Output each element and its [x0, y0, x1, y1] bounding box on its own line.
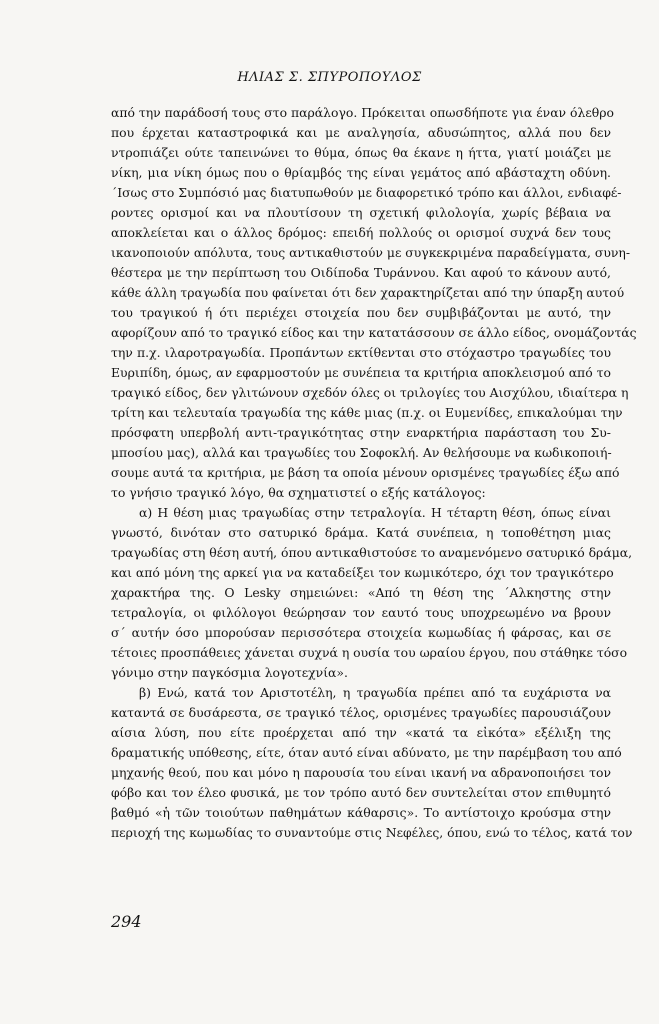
text-line: που έρχεται καταστροφικά και με αναλγησία, αδυσώπητος, αλλά που δεν [111, 125, 611, 140]
text-line: Ευριπίδη, όμως, αν εφαρμοστούν με συνέπεια τα κριτήρια αποκλεισμού από το [111, 365, 611, 380]
text-line: τραγικό είδος, δεν γλιτώνουν σχεδόν όλες οι τριλογίες του Αισχύλου, ιδιαίτερα η [111, 385, 629, 400]
text-line: β) Ενώ, κατά τον Αριστοτέλη, η τραγωδία πρέπει από τα ευχάριστα να [139, 685, 611, 700]
text-line: τραγωδίας στη θέση αυτή, όπου αντικαθιστούσε το αναμενόμενο σατυρικό δράμα, [111, 545, 633, 560]
running-header: ΗΛΙΑΣ Σ. ΣΠΥΡΟΠΟΥΛΟΣ [237, 70, 422, 85]
text-line: σ΄ αυτήν όσο μπορούσαν περισσότερα στοιχεία κωμωδίας ή φάρσας, και σε [111, 625, 611, 640]
text-line: δραματικής υπόθεσης, είτε, όταν αυτό είναι αδύνατο, με την παρέμβαση του από [111, 745, 622, 760]
text-line: χαρακτήρα της. Ο Lesky σημειώνει: «Από τη θέση της ΄Αλκηστης στην [111, 585, 611, 600]
text-line: πρόσφατη υπερβολή αντι-τραγικότητας στην εναρκτήρια παράσταση του Συ- [111, 425, 611, 440]
text-line: ικανοποιούν απόλυτα, τους αντικαθιστούν με συγκεκριμένα παραδείγματα, συνη- [111, 245, 631, 260]
text-line: καταντά σε δυσάρεστα, σε τραγικό τέλος, ορισμένες τραγωδίες παρουσιάζουν [111, 705, 611, 720]
text-line: τέτοιες προσπάθειες χάνεται συχνά η ουσία του ωραίου έργου, που στάθηκε τόσο [111, 645, 628, 660]
text-line: το γνήσιο τραγικό λόγο, θα σχηματιστεί ο εξής κατάλογος: [111, 485, 486, 500]
text-line: τετραλογία, οι φιλόλογοι θεώρησαν τον εαυτό τους υποχρεωμένο να βρουν [111, 605, 611, 620]
text-line: θέστερα με την περίπτωση του Οιδίποδα Τυράννου. Και αφού το κάνουν αυτό, [111, 265, 611, 280]
text-line: κάθε άλλη τραγωδία που φαίνεται ότι δεν χαρακτηρίζεται από την ύπαρξη αυτού [111, 285, 625, 300]
text-line: αποκλείεται και ο άλλος δρόμος: επειδή πολλούς οι ορισμοί συχνά δεν τους [111, 225, 611, 240]
text-line: βαθμό «ἡ τῶν τοιούτων παθημάτων κάθαρσις». Το αντίστοιχο κρούσμα στην [111, 805, 611, 820]
text-line: του τραγικού ή ότι περιέχει στοιχεία που δεν συμβιβάζονται με αυτό, την [111, 305, 611, 320]
text-line: γνωστό, δινόταν στο σατυρικό δράμα. Κατά συνέπεια, η τοποθέτηση μιας [111, 525, 611, 540]
text-line: τρίτη και τελευταία τραγωδία της κάθε μιας (π.χ. οι Ευμενίδες, επικαλούμαι την [111, 405, 623, 420]
text-line: περιοχή της κωμωδίας το συναντούμε στις Νεφέλες, όπου, ενώ το τέλος, κατά τον [111, 825, 633, 840]
text-line: αφορίζουν από το τραγικό είδος και την κατατάσσουν σε άλλο είδος, ονομάζοντάς [111, 325, 637, 340]
text-line: γόνιμο στην παγκόσμια λογοτεχνία». [111, 665, 348, 680]
text-line: μηχανής θεού, που και μόνο η παρουσία του είναι ικανή να αδρανοποιήσει τον [111, 765, 611, 780]
text-line: ΄Ισως στο Συμπόσιό μας διατυπωθούν με διαφορετικό τρόπο και άλλοι, ενδιαφέ- [111, 185, 622, 200]
text-line: σουμε αυτά τα κριτήρια, με βάση τα οποία μένουν ορισμένες τραγωδίες έξω από [111, 465, 620, 480]
text-line: νίκη, μια νίκη όμως που ο θρίαμβός της είναι γεμάτος από αβάσταχτη οδύνη. [111, 165, 611, 180]
text-line: αίσια λύση, που είτε προέρχεται από την «κατά τα εἰκότα» εξέλιξη της [111, 725, 611, 740]
text-line: από την παράδοσή τους στο παράλογο. Πρόκειται οπωσδήποτε για έναν όλεθρο [111, 105, 614, 120]
text-line: την π.χ. ιλαροτραγωδία. Προπάντων εκτίθενται στο στόχαστρο τραγωδίες του [111, 345, 611, 360]
text-line: ντροπιάζει ούτε ταπεινώνει το θύμα, όπως θα έκανε η ήττα, γιατί μοιάζει με [111, 145, 611, 160]
body-text [111, 103, 637, 843]
text-line: ροντες ορισμοί και να πλουτίσουν τη σχετική φιλολογία, χωρίς βέβαια να [111, 205, 611, 220]
page-number: 294 [111, 912, 142, 931]
text-line: α) Η θέση μιας τραγωδίας στην τετραλογία. Η τέταρτη θέση, όπως είναι [139, 505, 611, 520]
text-line: και από μόνη της αρκεί για να καταδείξει τον κωμικότερο, όχι τον τραγικότερο [111, 565, 614, 580]
text-line: φόβο και τον έλεο φυσικά, με τον τρόπο αυτό δεν συντελείται στον επιθυμητό [111, 785, 611, 800]
text-line: μποσίου μας), αλλά και τραγωδίες του Σοφοκλή. Αν θελήσουμε να κωδικοποιή- [111, 445, 612, 460]
